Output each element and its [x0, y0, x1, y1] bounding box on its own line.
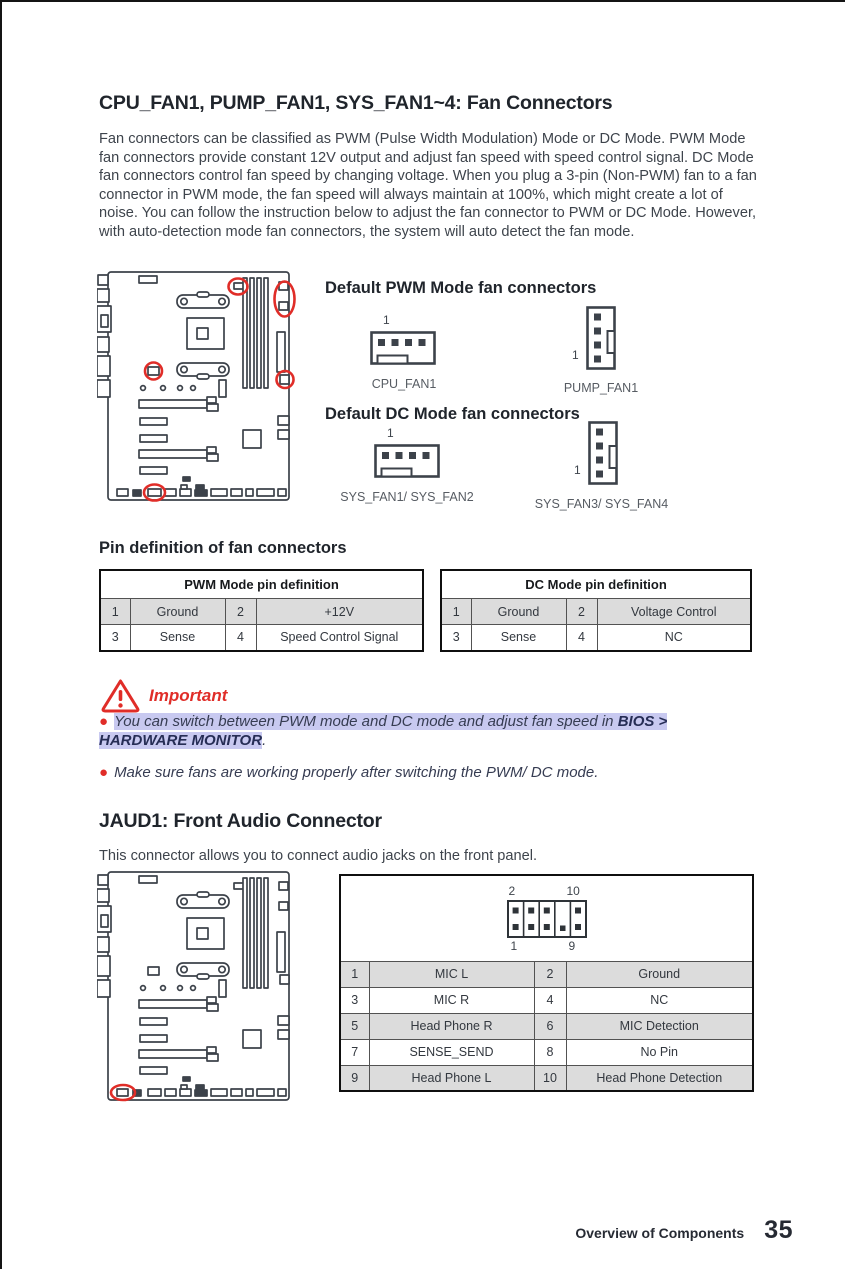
pin-signal: SENSE_SEND: [369, 1039, 534, 1065]
pin-number: 3: [340, 987, 369, 1013]
pwm-table-title: PWM Mode pin definition: [100, 570, 423, 599]
table-row: [340, 1039, 753, 1065]
pin-number: 2: [534, 961, 566, 987]
sys-fan12-pin1-label: 1: [387, 426, 394, 440]
pin-number: 3: [441, 625, 471, 651]
motherboard-jaud1-location-diagram: [97, 868, 297, 1106]
pin-signal: Head Phone Detection: [566, 1065, 753, 1091]
pin-signal: Ground: [566, 961, 753, 987]
warning-triangle-icon: [100, 678, 141, 713]
pin-signal: Ground: [471, 599, 566, 625]
table-row: [340, 961, 753, 987]
pin-number: 10: [534, 1065, 566, 1091]
pin-number: 4: [225, 625, 256, 651]
pump-fan1-connector-icon: [586, 306, 616, 370]
cpu-fan1-label: CPU_FAN1: [371, 377, 437, 391]
sentence-period: .: [262, 731, 267, 749]
pin-signal: MIC R: [369, 987, 534, 1013]
dc-pin-table: [440, 569, 752, 652]
important-bullet-2: [99, 764, 759, 783]
important-bullet-1: [99, 713, 759, 750]
pin-number: 3: [100, 625, 130, 651]
motherboard-fan-locations-diagram: [97, 268, 297, 506]
pin-signal: Sense: [471, 625, 566, 651]
pin-signal: Speed Control Signal: [256, 625, 423, 651]
pin-number: 2: [225, 599, 256, 625]
pwm-mode-heading: Default PWM Mode fan connectors: [325, 279, 597, 297]
pin-signal: NC: [566, 987, 753, 1013]
page-number: 35: [764, 1216, 793, 1244]
pump-fan1-pin1-label: 1: [572, 348, 579, 362]
pin-number: 9: [340, 1065, 369, 1091]
jaud1-pin-table: [339, 874, 754, 1092]
jaud1-intro: This connector allows you to connect audio jacks on the front panel.: [99, 848, 538, 864]
pin2-label: 2: [508, 884, 516, 898]
cpu-fan1-pin1-label: 1: [383, 313, 390, 327]
dc-mode-heading: Default DC Mode fan connectors: [325, 405, 580, 423]
table-row: [100, 599, 423, 625]
sys-fan34-connector-icon: [588, 421, 618, 485]
bullet-text: Make sure fans are working properly after switching the PWM/ DC mode.: [114, 764, 599, 781]
pin-number: 5: [340, 1013, 369, 1039]
pin10-label: 10: [566, 884, 580, 898]
pin-signal: MIC L: [369, 961, 534, 987]
pin-number: 2: [566, 599, 597, 625]
pin-number: 1: [340, 961, 369, 987]
sys-fan12-connector-icon: [374, 444, 440, 478]
pump-fan1-label: PUMP_FAN1: [563, 381, 639, 395]
cpu-fan1-connector-icon: [370, 331, 436, 365]
table-row: [340, 1013, 753, 1039]
pin-signal: No Pin: [566, 1039, 753, 1065]
pin-signal: Head Phone L: [369, 1065, 534, 1091]
bios-path-text: BIOS > HARDWARE MONITOR: [99, 713, 668, 749]
jaud1-connector-figure: [507, 886, 587, 956]
pin-signal: Head Phone R: [369, 1013, 534, 1039]
sys-fan34-label: SYS_FAN3/ SYS_FAN4: [534, 497, 669, 511]
pin-definition-heading: Pin definition of fan connectors: [99, 539, 347, 557]
pin-number: 4: [566, 625, 597, 651]
important-label: Important: [149, 686, 228, 705]
pin-number: 6: [534, 1013, 566, 1039]
dc-table-title: DC Mode pin definition: [441, 570, 751, 599]
page-footer: [575, 1216, 793, 1245]
table-row: [441, 599, 751, 625]
fan-section-title: CPU_FAN1, PUMP_FAN1, SYS_FAN1~4: Fan Connectors: [99, 92, 613, 114]
jaud1-section-title: JAUD1: Front Audio Connector: [99, 810, 382, 832]
footer-section-title: Overview of Components: [575, 1225, 745, 1241]
pin9-label: 9: [568, 939, 576, 953]
fan-section-intro: Fan connectors can be classified as PWM (Pulse Width Modulation) Mode or DC Mode. PWM Mode fan connectors provide constant 12V output and adjust fan speed with speed control signal. DC Mode fan connectors control fan speed by changing voltage. When you plug a 3-pin (Non-PWM) fan to a fan connector in PWM mode, the fan speed will always maintain at 100%, which might create a lot of noise. You can follow the instruction below to adjust the fan connector to PWM or DC Mode. However, with auto-detection mode fan connectors, the system will auto detect the fan mode.: [99, 131, 757, 240]
pin-number: 8: [534, 1039, 566, 1065]
sys-fan34-pin1-label: 1: [574, 463, 581, 477]
table-row: [340, 1065, 753, 1091]
pwm-pin-table: [99, 569, 424, 652]
sys-fan12-label: SYS_FAN1/ SYS_FAN2: [340, 490, 474, 504]
jaud1-header-icon: [507, 900, 587, 938]
bullet-dot: ●: [99, 713, 109, 730]
pin-number: 1: [100, 599, 130, 625]
pin-signal: Sense: [130, 625, 225, 651]
table-row: [100, 625, 423, 651]
pin-number: 7: [340, 1039, 369, 1065]
pin1-label: 1: [510, 939, 518, 953]
pin-number: 4: [534, 987, 566, 1013]
pin-signal: NC: [597, 625, 751, 651]
pin-signal: Ground: [130, 599, 225, 625]
table-row: [441, 625, 751, 651]
table-row: [340, 987, 753, 1013]
pin-signal: MIC Detection: [566, 1013, 753, 1039]
pin-number: 1: [441, 599, 471, 625]
jaud1-connector-figure-cell: [340, 875, 753, 961]
bullet-dot: ●: [99, 764, 109, 781]
pin-signal: +12V: [256, 599, 423, 625]
pin-signal: Voltage Control: [597, 599, 751, 625]
highlighted-text: You can switch between PWM mode and DC mode and adjust fan speed in: [114, 713, 618, 730]
